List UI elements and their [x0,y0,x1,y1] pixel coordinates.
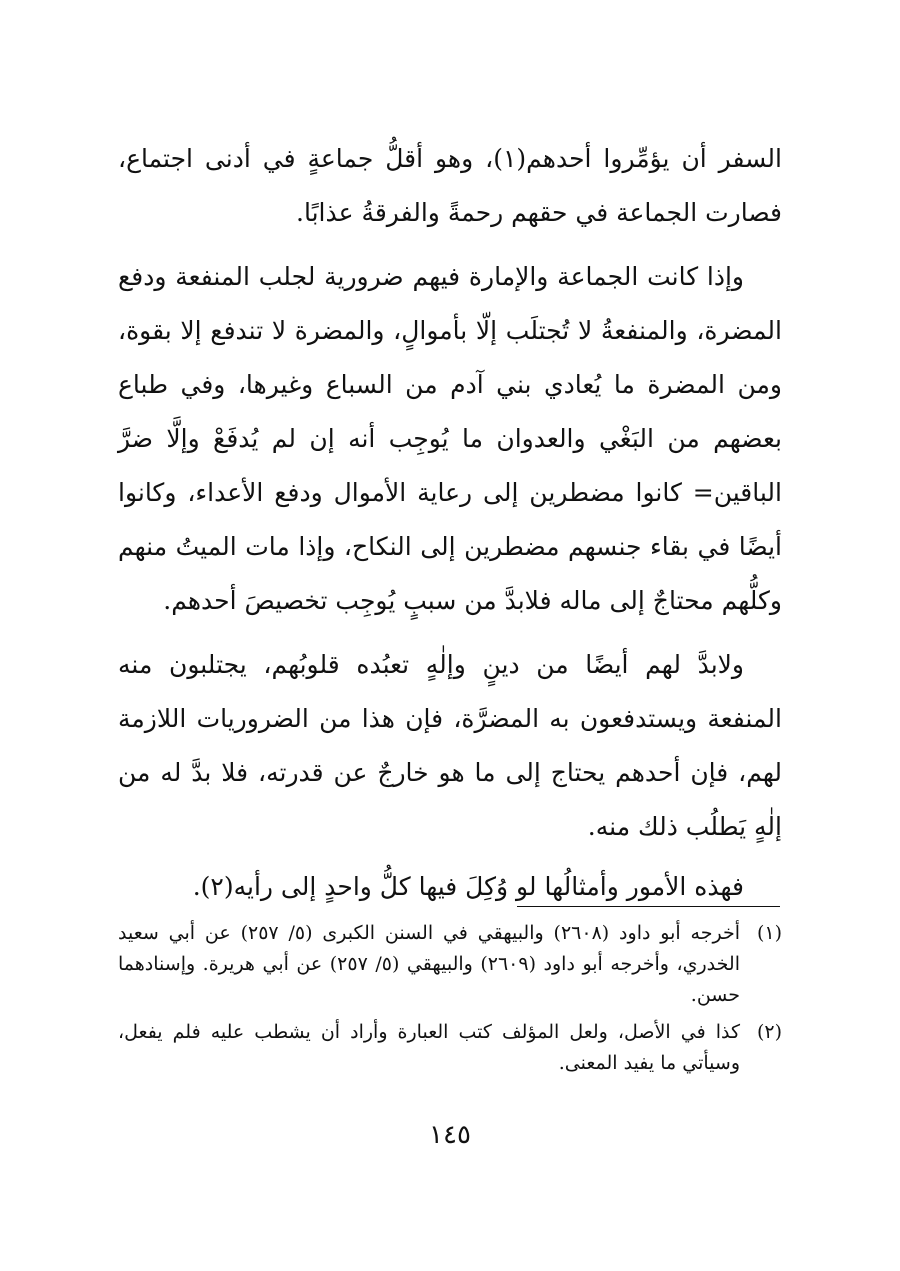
paragraph-3: ولابدَّ لهم أيضًا من دينٍ وإلٰهٍ تعبُده قلوبُهم، يجتلبون منه المنفعة ويستدفعون به المضرَّة، فإن هذا من الضروريات اللازمة لهم، فإن أحدهم يحتاج إلى ما هو خارجٌ عن قدرته، فلا بدَّ له من إلٰهٍ يَطلُب ذلك منه. [118,650,782,841]
footnote-2 [118,1017,782,1079]
main-text [118,132,782,914]
footnote-separator [517,906,780,907]
footnote-number: (٢) [756,1021,782,1043]
footnote-1 [118,918,782,1011]
footnote-text: كذا في الأصل، ولعل المؤلف كتب العبارة وأراد أن يشطب عليه فلم يفعل، وسيأتي ما يفيد المعنى. [118,1021,740,1074]
paragraph-1: السفر أن يؤمِّروا أحدهم(١)، وهو أقلُّ جماعةٍ في أدنى اجتماع، فصارت الجماعة في حقهم رحمةً والفرقةُ عذابًا. [118,144,782,227]
page-number: ١٤٥ [429,1120,471,1150]
footnotes [118,918,782,1085]
paragraph-4: فهذه الأمور وأمثالُها لو وُكِلَ فيها كلُّ واحدٍ إلى رأيه(٢). [192,872,744,901]
footnote-text: أخرجه أبو داود (٢٦٠٨) والبيهقي في السنن الكبرى (٥/ ٢٥٧) عن أبي سعيد الخدري، وأخرجه أبو داود (٢٦٠٩) والبيهقي (٥/ ٢٥٧) عن أبي هريرة. وإسنادهما حسن. [118,922,740,1006]
paragraph-2: وإذا كانت الجماعة والإمارة فيهم ضرورية لجلب المنفعة ودفع المضرة، والمنفعةُ لا تُجتلَب إلّا بأموالٍ، والمضرة لا تندفع إلا بقوة، ومن المضرة ما يُعادي بني آدم من السباع وغيرها، وفي طباع بعضهم من البَغْي والعدوان ما يُوجِب أنه إن لم يُدفَعْ وإلَّا ضرَّ الباقين= كانوا مضطرين إلى رعاية الأموال ودفع الأعداء، وكانوا أيضًا في بقاء جنسهم مضطرين إلى النكاح، وإذا مات الميتُ منهم وكلُّهم محتاجٌ إلى ماله فلابدَّ من سببٍ يُوجِب تخصيصَ أحدهم. [118,262,782,615]
footnote-number: (١) [756,922,782,944]
